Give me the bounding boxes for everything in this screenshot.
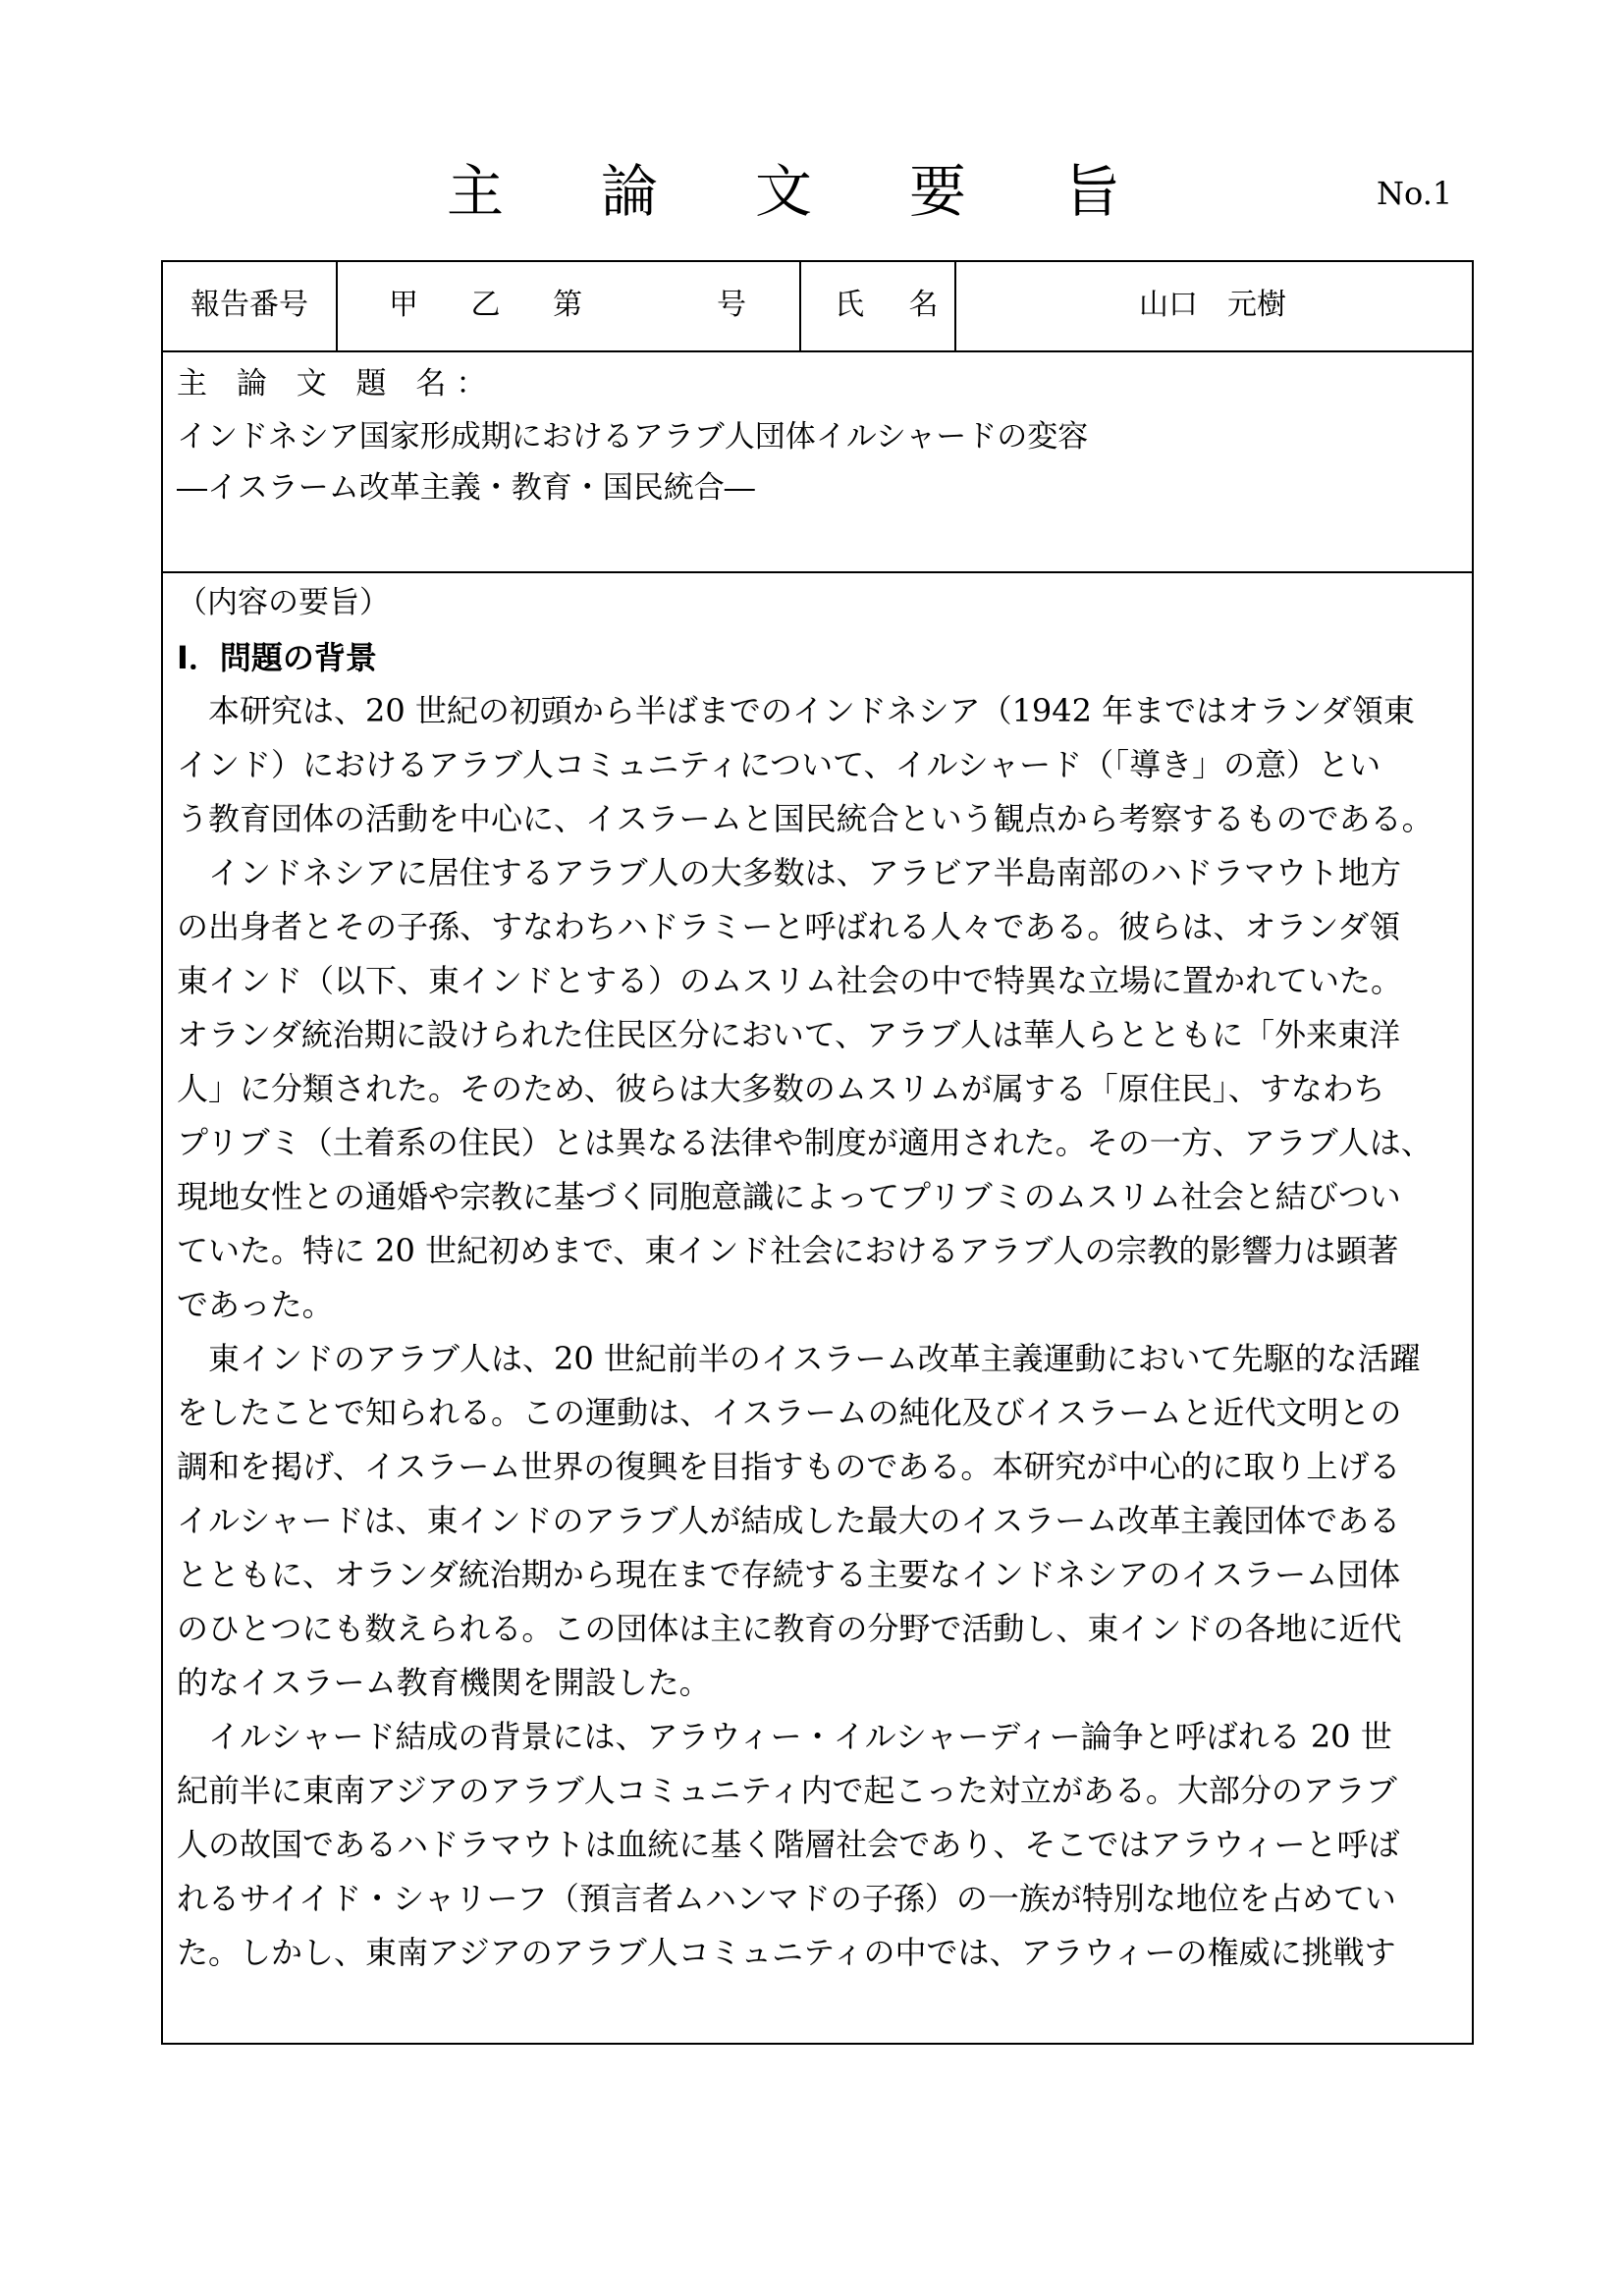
summary-line: 本研究は、20 世紀の初頭から半ばまでのインドネシア（1942 年まではオランダ領東: [177, 692, 1415, 729]
summary-line: の出身者とその子孫、すなわちハドラミーと呼ばれる人々である。彼らは、オランダ領: [177, 908, 1401, 945]
section-heading: Ⅰ．問題の背景: [177, 639, 377, 676]
summary-line: ていた。特に 20 世紀初めまで、東インド社会におけるアラブ人の宗教的影響力は顕著: [177, 1232, 1399, 1269]
summary-line: プリブミ（土着系の住民）とは異なる法律や制度が適用された。その一方、アラブ人は、: [177, 1124, 1433, 1161]
summary-line: のひとつにも数えられる。この団体は主に教育の分野で活動し、東インドの各地に近代: [177, 1610, 1402, 1647]
summary-line: 的なイスラーム教育機関を開設した。: [177, 1664, 711, 1701]
summary-line: インドネシアに居住するアラブ人の大多数は、アラビア半島南部のハドラマウト地方: [177, 854, 1402, 891]
summary-line: 東インドのアラブ人は、20 世紀前半のイスラーム改革主義運動において先駆的な活躍: [177, 1340, 1421, 1377]
summary-section: [163, 571, 1472, 2043]
summary-line: た。しかし、東南アジアのアラブ人コミュニティの中では、アラウィーの権威に挑戦す: [177, 1934, 1396, 1971]
info-row: [163, 262, 1472, 352]
summary-line: れるサイイド・シャリーフ（預言者ムハンマドの子孫）の一族が特別な地位を占めてい: [177, 1880, 1396, 1917]
summary-line: 東インド（以下、東インドとする）のムスリム社会の中で特異な立場に置かれていた。: [177, 962, 1403, 999]
author-name: 山口 元樹: [1139, 288, 1286, 322]
divider: [336, 262, 338, 350]
summary-line: とともに、オランダ統治期から現在まで存続する主要なインドネシアのイスラーム団体: [177, 1556, 1401, 1593]
summary-line: イルシャード結成の背景には、アラウィー・イルシャーディー論争と呼ばれる 20 世: [177, 1718, 1392, 1755]
summary-line: 調和を掲げ、イスラーム世界の復興を目指すものである。本研究が中心的に取り上げる: [177, 1448, 1401, 1485]
divider: [954, 262, 956, 350]
summary-line: 現地女性との通婚や宗教に基づく同胞意識によってプリブミのムスリム社会と結びつい: [177, 1178, 1401, 1215]
name-label: 氏 名: [835, 288, 956, 322]
summary-line: をしたことで知られる。この運動は、イスラームの純化及びイスラームと近代文明との: [177, 1394, 1402, 1431]
summary-line: 人」に分類された。そのため、彼らは大多数のムスリムが属する「原住民」、すなわち: [177, 1070, 1385, 1107]
document-title: 主論文要旨: [447, 158, 1218, 225]
report-number-value: 甲 乙 第: [389, 288, 605, 322]
summary-line: 人の故国であるハドラマウトは血統に基く階層社会であり、そこではアラウィーと呼ば: [177, 1826, 1400, 1863]
thesis-subtitle: ―イスラーム改革主義・教育・国民統合―: [177, 470, 755, 506]
page-number: No.1: [1377, 175, 1453, 212]
summary-line: であった。: [177, 1286, 334, 1323]
summary-line: う教育団体の活動を中心に、イスラームと国民統合という観点から考察するものである。: [177, 800, 1434, 837]
summary-line: オランダ統治期に設けられた住民区分において、アラブ人は華人らとともに「外来東洋: [177, 1016, 1401, 1053]
thesis-title-section: [163, 350, 1472, 573]
summary-line: 紀前半に東南アジアのアラブ人コミュニティ内で起こった対立がある。大部分のアラブ: [177, 1772, 1397, 1809]
thesis-title-label: 主 論 文 題 名：: [177, 366, 497, 401]
report-number-label: 報告番号: [190, 288, 308, 322]
report-number-suffix: 号: [717, 288, 746, 322]
summary-label: （内容の要旨）: [177, 585, 390, 620]
thesis-title-main: インドネシア国家形成期におけるアラブ人団体イルシャードの変容: [177, 419, 1089, 454]
abstract-form: [161, 260, 1474, 2045]
divider: [799, 262, 801, 350]
summary-line: イルシャードは、東インドのアラブ人が結成した最大のイスラーム改革主義団体である: [177, 1502, 1401, 1539]
summary-line: インド）におけるアラブ人コミュニティについて、イルシャード（「導き」の意）とい: [177, 746, 1381, 783]
